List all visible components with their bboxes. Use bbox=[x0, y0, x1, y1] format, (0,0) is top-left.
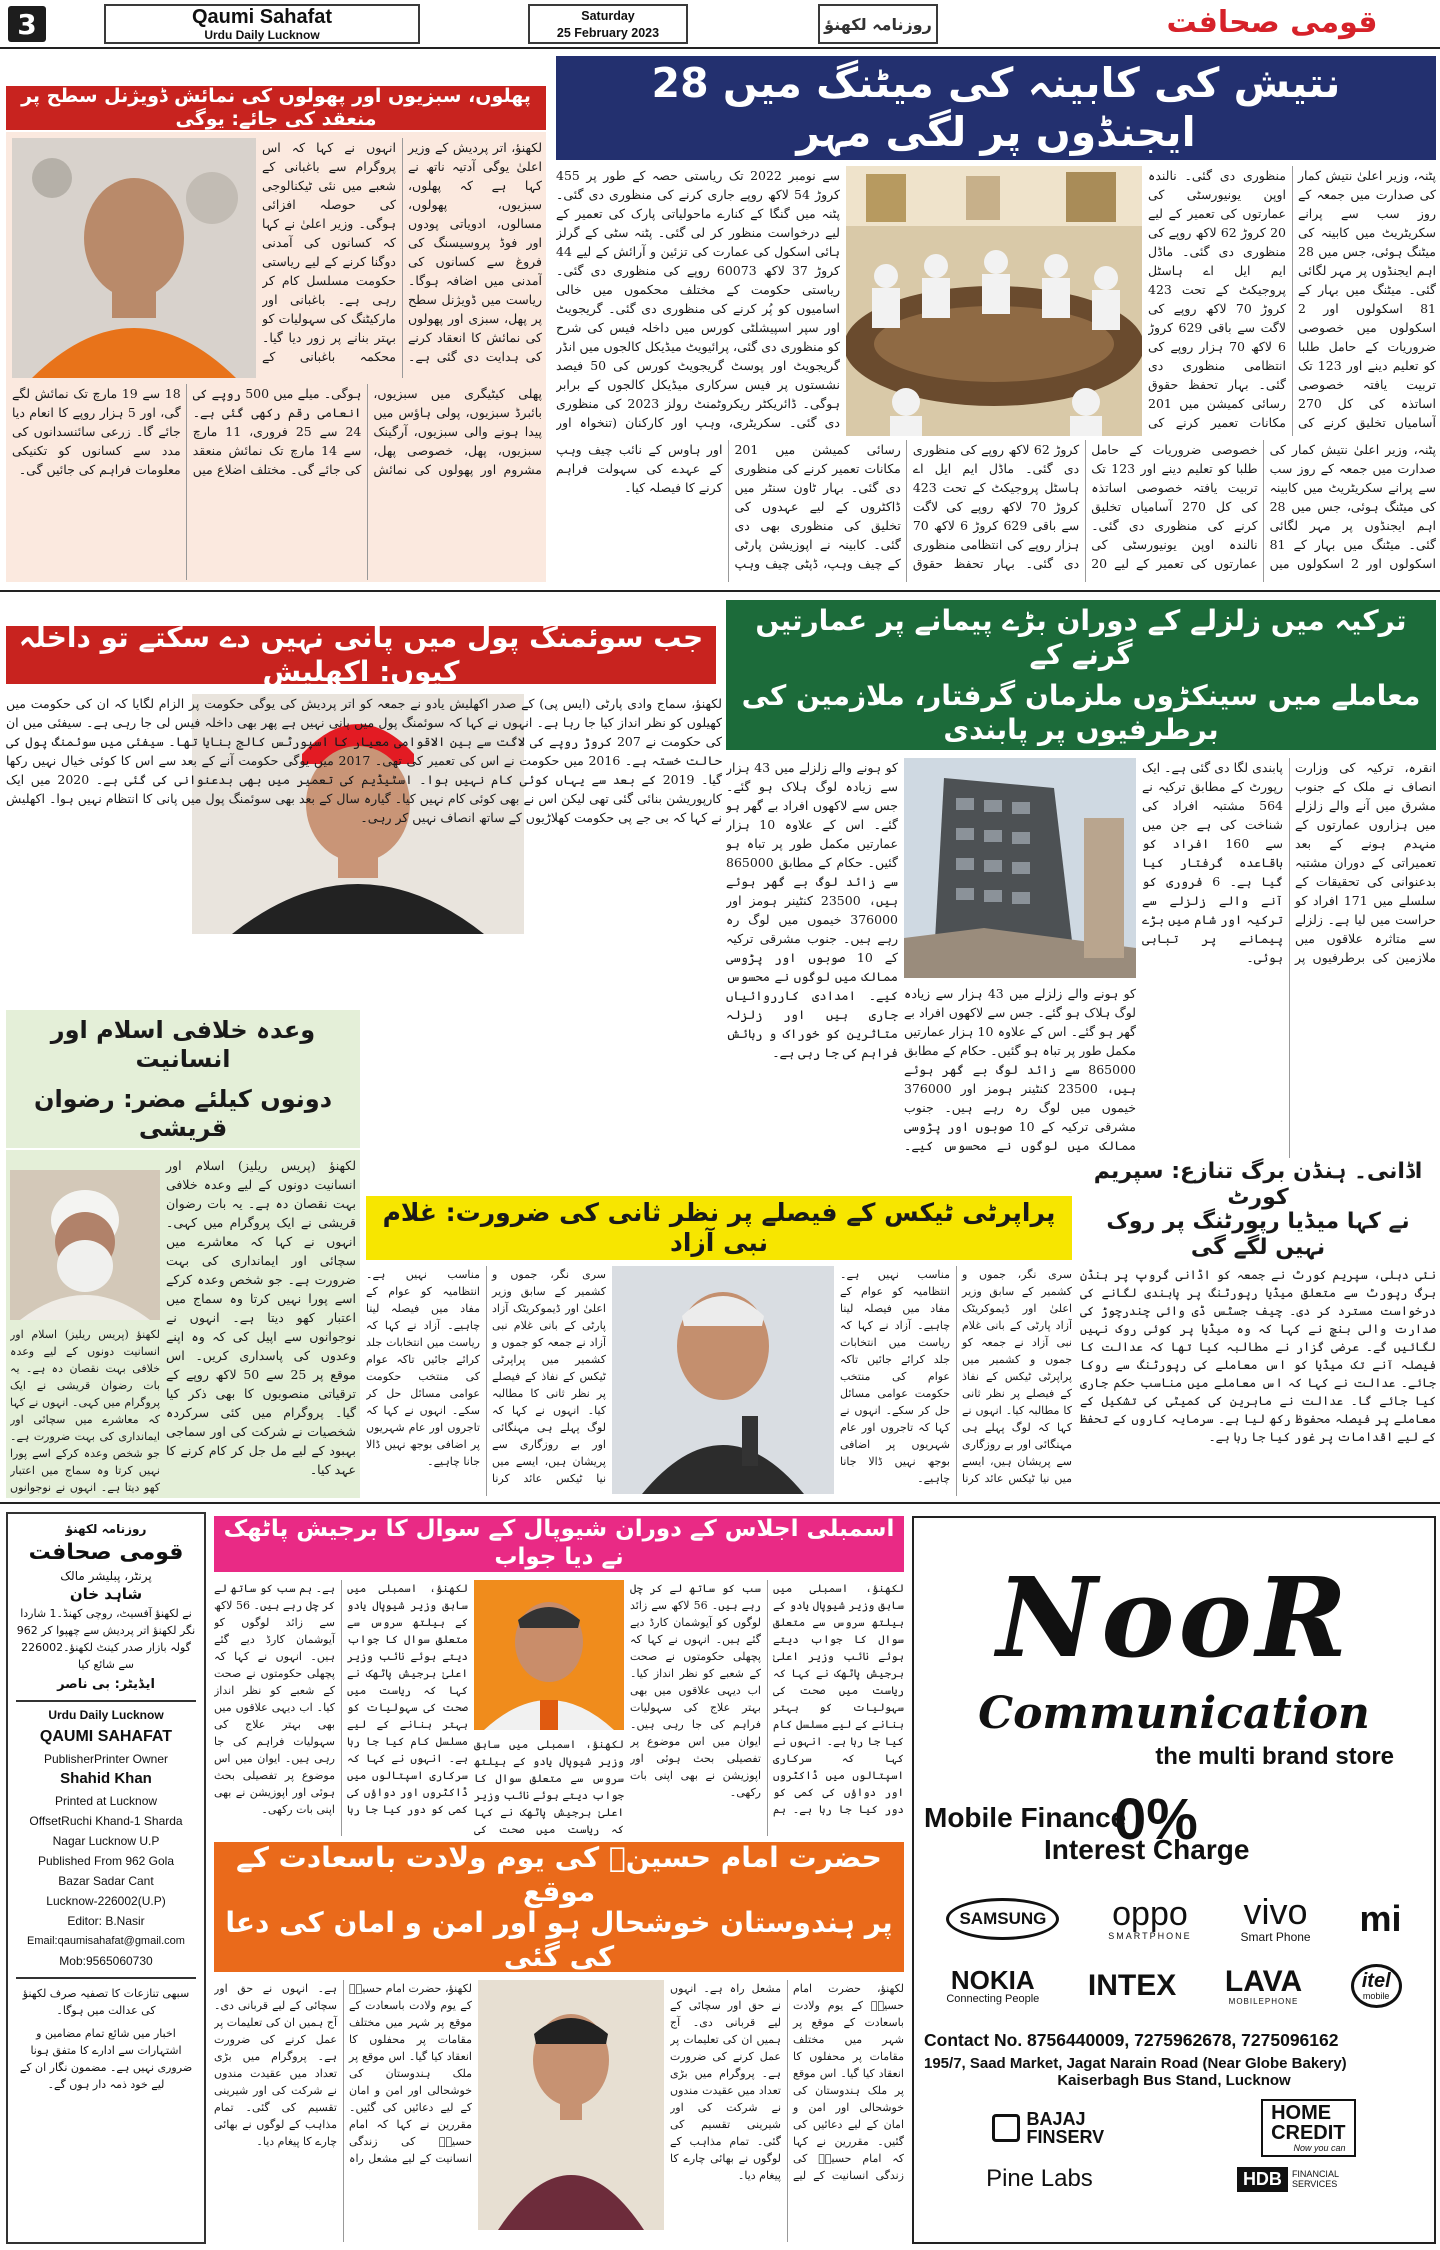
imprint-en-addr4: Published From 962 Gola bbox=[37, 1854, 175, 1868]
turkey-headline-line2: معاملے میں سینکڑوں ملزمان گرفتار، ملازمین کی برطرفیوں پر پابندی bbox=[741, 678, 1421, 746]
paper-name-box bbox=[104, 4, 420, 44]
imprint-ur-label: روزنامہ لکھنؤ bbox=[65, 1522, 147, 1536]
yogi-body-top: لکھنؤ، اتر پردیش کے وزیر اعلیٰ یوگی آدتیہ ناتھ نے کہا ہے کہ پھلوں، سبزیوں، پھولوں، مسالوں، ادویاتی پودوں اور فوڈ پروسیسنگ کی فروغ سے کسانوں کی آمدنی میں اضافہ ہوگا۔ ریاست میں ڈویژنل سطح پر پھل، سبزی اور پھولوں کی نمائش کا انعقاد کرنے کی ہدایت دی گئی ہے۔ انہوں نے کہا کہ اس پروگرام سے باغبانی کے شعبے میں نئی ٹیکنالوجی کی حوصلہ افزائی ہوگی۔ وزیر اعلیٰ نے کہا کہ کسانوں کی آمدنی دوگنا کرنے کے لیے ریاستی حکومت مسلسل کام کر رہی ہے۔ باغبانی اور مارکیٹنگ کی سہولیات کو بہتر بنانے پر زور دیا گیا۔ محکمہ باغبانی کے bbox=[262, 140, 542, 364]
brands-row-2 bbox=[914, 1964, 1434, 2008]
imprint-ur-editor: ایڈیٹر: بی ناصر bbox=[57, 1677, 155, 1692]
pathak-portrait-image bbox=[474, 1580, 624, 1730]
section-rule-2 bbox=[0, 1502, 1440, 1504]
paper-tag-en: Urdu Daily Lucknow bbox=[204, 28, 320, 42]
yogi-portrait-image bbox=[12, 138, 256, 378]
qureshi-headline-line2: دونوں کیلئے مضر: رضوان قریشی bbox=[33, 1084, 333, 1142]
adani-body: نئی دہلی، سپریم کورٹ نے جمعہ کو اڈانی گروپ پر ہنڈن برگ رپورٹ سے متعلق میڈیا رپورٹنگ پر پابندی لگانے کی درخواست مسترد کر دی۔ چیف جسٹس ڈی وائی چندرچوڑ کی صدارت والی بنچ نے کہا کہ وہ میڈیا پر کوئی روک نہیں لگائیں گے۔ عرضی گزار نے مطالبہ کیا تھا کہ عدالت کا فیصلہ آنے تک میڈیا کو اس معاملے کی رپورٹنگ سے روکا جائے۔ عدالت نے کہا کہ اس معاملے میں مناسب حکم جاری کیا جائے گا۔ عدالت نے ماہرین کی کمیٹی کی تشکیل کے معاملے پر فیصلہ محفوظ رکھ لیا ہے۔ سرمایہ کاروں کے تحفظ کے لیے اقدامات پر غور کیا جا رہا ہے۔ bbox=[1080, 1268, 1436, 1444]
qureshi-body-bottom: لکھنؤ (پریس ریلیز) اسلام اور انسانیت دونوں کے لیے وعدہ خلافی بہت نقصان دہ ہے۔ یہ بات رضوان قریشی نے ایک پروگرام میں کہی۔ انہوں نے کہا کہ معاشرے میں سچائی اور ایمانداری کی بہت ضرورت ہے۔ جو شخص وعدہ کرکے اسے پورا نہیں کرتا وہ سماج میں اعتبار کھو دیتا ہے۔ انہوں نے نوجوانوں bbox=[10, 1328, 160, 1494]
pathak-photo bbox=[474, 1580, 624, 1730]
yogi-body-bottom: پھلی کیٹیگری میں سبزیوں، بائبرڈ سبزیوں، پولی ہاؤس میں پیدا ہونے والی سبزیوں، آرگینک سبزیوں، پھل، خصوصی پھل، مشروم اور پھولوں کی نمائش ہوگی۔ میلے میں 500 روپے کی انعامی رقم رکھی گئی ہے۔ 24 سے 25 فروری، 11 مارچ سے 14 مارچ تک نمائش منعقد کی جائے گی۔ مختلف اضلاع میں 18 سے 19 مارچ تک نمائش لگے گی، اور 5 ہزار روپے کا انعام دیا جائے گا۔ زرعی سائنسدانوں کی مدد سے کسانوں کو تکنیکی معلومات فراہم کی جائیں گی۔ bbox=[12, 386, 542, 477]
bajaj-logo bbox=[992, 2110, 1104, 2146]
hussain-photo bbox=[478, 1980, 664, 2230]
finance-partners-row-2 bbox=[914, 2165, 1434, 2193]
brand-lava-sub: MOBILEPHONE bbox=[1228, 1996, 1299, 2006]
brand-oppo-box bbox=[1108, 1897, 1191, 1941]
hussain-headline bbox=[214, 1842, 904, 1972]
noor-brand-sub: Communication bbox=[978, 1688, 1370, 1739]
imprint-en-addr2: OffsetRuchi Khand-1 Sharda bbox=[29, 1814, 183, 1828]
hdb-sub: FINANCIAL SERVICES bbox=[1291, 2169, 1339, 2189]
hussain-headline-line2: پر ہندوستان خوشحال ہو اور امن و امان کی دعا کی گئی bbox=[225, 1905, 893, 1973]
brand-lava-box bbox=[1224, 1964, 1303, 2006]
home-credit-logo bbox=[1261, 2099, 1355, 2157]
paper-name-en: Qaumi Sahafat bbox=[191, 6, 333, 28]
brand-intex: INTEX bbox=[1087, 1969, 1177, 2002]
brand-samsung: SAMSUNG bbox=[946, 1898, 1059, 1940]
imprint-divider bbox=[16, 1700, 196, 1702]
brand-mi: mi bbox=[1359, 1898, 1402, 1939]
imprint-en-addr6: Lucknow-226002(U.P) bbox=[46, 1894, 166, 1908]
percent-label: 0% bbox=[1114, 1787, 1198, 1852]
brand-nokia: NOKIA bbox=[950, 1965, 1035, 1995]
bajaj-icon bbox=[992, 2114, 1020, 2142]
imprint-ur-name: قومی صحافت bbox=[28, 1540, 184, 1565]
nitish-body-right: پٹنہ، وزیر اعلیٰ نتیش کمار کی صدارت میں جمعہ کے روز سب سے پرانے سکریٹریٹ میں کابینہ کی میٹنگ ہوئی، جس میں 28 اہم ایجنڈوں پر مہر لگائی گئی۔ میٹنگ میں بہار کے 81 اسکولوں اور 2 اسکولوں میں خصوصی ضروریات کے حامل طلبا کو تعلیم دینے اور 123 تک تربیت یافتہ خصوصی اساتذہ کی کل 270 آسامیاں تخلیق کرنے کی منظوری دی گئی۔ نالندہ اوپن یونیورسٹی کی عمارتوں کی تعمیر کے لیے 20 کروڑ 62 لاکھ روپے کی منظوری دی گئی۔ ماڈل ایم ایل اے ہاسٹل پروجیکٹ کے تحت 423 کروڑ 70 لاکھ روپے کی لاگت سے باقی 629 کروڑ 6 لاکھ 70 ہزار روپے کی انتظامی منظوری دی گئی۔ بہار تحفظ حقوق رسائی کمیشن میں 201 مکانات تعمیر کرنے کی bbox=[1148, 168, 1436, 430]
brand-itel: itel bbox=[1361, 1970, 1391, 1992]
azad-body-left: سری نگر، جموں و کشمیر کے سابق وزیر اعلیٰ اور ڈیموکریٹک آزاد پارٹی کے بانی غلام نبی آزاد نے جمعہ کو جموں و کشمیر میں پراپرٹی ٹیکس کے نفاذ کے فیصلے پر نظر ثانی کا مطالبہ کیا۔ انہوں نے کہا کہ لوگ پہلے ہی مہنگائی اور بے روزگاری سے پریشان ہیں، ایسے میں نیا ٹیکس عائد کرنا مناسب نہیں ہے۔ انتظامیہ کو عوام کے مفاد میں فیصلہ لینا چاہیے۔ آزاد نے کہا کہ ریاست میں انتخابات جلد کرائے جائیں تاکہ عوام کی منتخب حکومت عوامی مسائل حل کر سکے۔ انہوں نے کہا کہ تاجروں اور عام شہریوں پر اضافی بوجھ نہیں ڈالا جانا چاہیے۔ bbox=[366, 1268, 606, 1485]
masthead-rule bbox=[0, 47, 1440, 49]
imprint-ur-court: سبھی تنازعات کا تصفیہ صرف لکھنؤ کی عدالت میں ہوگا۔ bbox=[22, 1987, 190, 2017]
akhilesh-headline: جب سوئمنگ پول میں پانی نہیں دے سکتے تو داخلہ کیوں: اکھلیش bbox=[6, 626, 716, 684]
section-rule-1 bbox=[0, 590, 1440, 592]
turkey-body-under-photo: کو ہونے والے زلزلے میں 43 ہزار سے زیادہ لوگ ہلاک ہو گئے۔ جس سے لاکھوں افراد بے گھر ہو گئے۔ اس کے علاوہ 10 ہزار عمارتیں مکمل طور پر تباہ ہو گئیں۔ حکام کے مطابق 865000 سے زائد لوگ بے گھر ہوئے ہیں، 23500 کنٹینر ہومز اور 376000 خیموں میں لوگ رہ رہے ہیں۔ جنوب مشرقی ترکیہ کے 10 صوبوں اور پڑوسی ممالک میں لوگوں نے محسوس کیے۔ bbox=[904, 986, 1136, 1153]
qureshi-body: لکھنؤ (پریس ریلیز) اسلام اور انسانیت دونوں کے لیے وعدہ خلافی بہت نقصان دہ ہے۔ یہ بات رضوان قریشی نے ایک پروگرام میں کہی۔ انہوں نے کہا کہ معاشرے میں سچائی اور ایمانداری کی بہت ضرورت ہے۔ جو شخص وعدہ کرکے اسے پورا نہیں کرتا وہ سماج میں اعتبار کھو دیتا ہے۔ انہوں نے نوجوانوں سے اپیل کی کہ وہ اپنے وعدوں کی پاسداری کریں۔ اس موقع پر 25 سے 50 لاکھ روپے کے ترقیاتی منصوبوں کا بھی ذکر کیا گیا۔ پروگرام میں کئی سرکردہ شخصیات نے شرکت کی اور سماجی بہبود کے لیے مل جل کر کام کرنے کا عہد کیا۔ bbox=[166, 1158, 356, 1477]
date-box bbox=[528, 4, 688, 44]
imprint-en-email: Email:qaumisahafat@gmail.com bbox=[27, 1935, 185, 1947]
imprint-en-mob: Mob:9565060730 bbox=[59, 1954, 153, 1968]
paper-name-ur: قومی صحافت bbox=[1166, 5, 1378, 40]
finance-label: Mobile Finance bbox=[924, 1802, 1127, 1833]
yogi-photo bbox=[12, 138, 256, 378]
pathak-body-right: لکھنؤ، اسمبلی میں سابق وزیر شیوپال یادو کے ہیلتھ سروس سے متعلق سوال کا جواب دیتے ہوئے نائب وزیر اعلیٰ برجیش پاٹھک نے کہا کہ ریاست میں صحت کی سہولیات کو بہتر بنانے کے لیے مسلسل کام کیا جا رہا ہے۔ انہوں نے کہا کہ سرکاری اسپتالوں میں ڈاکٹروں اور دواؤں کی کمی کو دور کیا جا رہا ہے۔ ہم سب کو ساتھ لے کر چل رہے ہیں۔ 56 لاکھ سے زائد لوگوں کو آیوشمان کارڈ دیے گئے ہیں۔ انہوں نے کہا کہ پچھلی حکومتوں نے صحت کے شعبے کو نظر انداز کیا۔ اب دیہی علاقوں میں بھی بہتر علاج کی سہولیات فراہم کی جا رہی ہیں۔ ایوان میں اس موضوع پر تفصیلی بحث ہوئی اور اپوزیشن نے بھی اپنی بات رکھی۔ bbox=[630, 1582, 904, 1816]
adani-headline bbox=[1080, 1160, 1436, 1260]
home-tag: Now you can bbox=[1293, 2143, 1346, 2153]
imprint-en-addr1: Printed at Lucknow bbox=[54, 1794, 158, 1808]
brand-vivo-sub: Smart Phone bbox=[1240, 1930, 1311, 1944]
collapsed-building-image bbox=[904, 758, 1136, 978]
pine-labs-logo: Pine Labs bbox=[986, 2165, 1093, 2192]
masthead bbox=[0, 0, 1440, 46]
hdb-label: HDB bbox=[1237, 2167, 1288, 2192]
hussain-headline-line1: حضرت امام حسینؑ کی یوم ولادت باسعادت کے موقع bbox=[236, 1840, 882, 1908]
qureshi-headline-line1: وعدہ خلافی اسلام اور انسانیت bbox=[50, 1015, 316, 1073]
nitish-body-left: سے نومبر 2022 تک ریاستی حصہ کے طور پر 455 کروڑ 54 لاکھ روپے جاری کرنے کی منظوری دی گئی۔ پٹنہ میں گنگا کے کنارے ماحولیاتی پارک کی تعمیر کے لیے درخواست منظور کر لی گئی۔ پٹنہ سٹی کے گرلز ہائی اسکول کی عمارت کی تزئین و آرائش کے لیے 44 کروڑ 37 لاکھ 60073 روپے کی منظوری دی گئی۔ ریاستی حکومت کے مختلف محکموں میں خالی اسامیوں کو پُر کرنے کی منظوری دی گئی۔ گریجویٹ اور سپر اسپیشلٹی کورس میں داخلہ فیس کی شرح کو منظوری دی گئی، پرائیویٹ میڈیکل کالجوں میں انڈر گریجویٹ اور پوسٹ گریجویٹ کورس کی 50 فیصد نشستوں پر فیس سرکاری میڈیکل کالجوں کے برابر ہوگی۔ ڈائریکٹر ریکروٹمنٹ رولز 2023 کی منظوری دی گئی۔ سکریٹری، وہپ اور کارکنان (تنخواہ اور bbox=[556, 168, 840, 430]
azad-body-right: سری نگر، جموں و کشمیر کے سابق وزیر اعلیٰ اور ڈیموکریٹک آزاد پارٹی کے بانی غلام نبی آزاد نے جمعہ کو جموں و کشمیر میں پراپرٹی ٹیکس کے نفاذ کے فیصلے پر نظر ثانی کا مطالبہ کیا۔ انہوں نے کہا کہ لوگ پہلے ہی مہنگائی اور بے روزگاری سے پریشان ہیں، ایسے میں نیا ٹیکس عائد کرنا مناسب نہیں ہے۔ انتظامیہ کو عوام کے مفاد میں فیصلہ لینا چاہیے۔ آزاد نے کہا کہ ریاست میں انتخابات جلد کرائے جائیں تاکہ عوام کی منتخب حکومت عوامی مسائل حل کر سکے۔ انہوں نے کہا کہ تاجروں اور عام شہریوں پر اضافی بوجھ نہیں ڈالا جانا چاہیے۔ bbox=[840, 1268, 1072, 1485]
date-label: 25 February 2023 bbox=[556, 26, 660, 40]
finance-row bbox=[924, 1787, 1434, 1866]
interest-label: Interest Charge bbox=[1044, 1834, 1250, 1865]
pathak-body-left: لکھنؤ، اسمبلی میں سابق وزیر شیوپال یادو کے ہیلتھ سروس سے متعلق سوال کا جواب دیتے ہوئے نائب وزیر اعلیٰ برجیش پاٹھک نے کہا کہ ریاست میں صحت کی سہولیات کو بہتر بنانے کے لیے مسلسل کام کیا جا رہا ہے۔ انہوں نے کہا کہ سرکاری اسپتالوں میں ڈاکٹروں اور دواؤں کی کمی کو دور کیا جا رہا ہے۔ ہم سب کو ساتھ لے کر چل رہے ہیں۔ 56 لاکھ سے زائد لوگوں کو آیوشمان کارڈ دیے گئے ہیں۔ انہوں نے کہا کہ پچھلی حکومتوں نے صحت کے شعبے کو نظر انداز کیا۔ اب دیہی علاقوں میں بھی بہتر علاج کی سہولیات فراہم کی جا رہی ہیں۔ ایوان میں اس موضوع پر تفصیلی بحث ہوئی اور اپوزیشن نے بھی اپنی بات رکھی۔ bbox=[214, 1582, 468, 1816]
hussain-portrait-image bbox=[478, 1980, 664, 2230]
nitish-headline: نتیش کی کابینہ کی میٹنگ میں 28 ایجنڈوں پر لگی مہر bbox=[556, 56, 1436, 160]
brand-lava: LAVA bbox=[1224, 1964, 1303, 1998]
imprint-en-addr3: Nagar Lucknow U.P bbox=[52, 1834, 160, 1848]
yogi-headline: پھلوں، سبزیوں اور پھولوں کی نمائش ڈویژنل سطح پر منعقد کی جائے: یوگی bbox=[6, 86, 546, 130]
finance-partners-row bbox=[914, 2099, 1434, 2157]
turkey-headline-line1: ترکیہ میں زلزلے کے دوران بڑے پیمانے پر عمارتیں گرنے کے bbox=[755, 603, 1407, 671]
home-line2: CREDIT bbox=[1271, 2122, 1346, 2144]
imprint-en-owner: Shahid Khan bbox=[60, 1770, 152, 1787]
brand-oppo-sub: SMARTPHONE bbox=[1108, 1931, 1192, 1941]
page-number: 3 bbox=[8, 6, 46, 42]
pathak-headline: اسمبلی اجلاس کے دوران شیوپال کے سوال کا برجیش پاٹھک نے دیا جواب bbox=[214, 1516, 904, 1572]
nitish-body-bottom: پٹنہ، وزیر اعلیٰ نتیش کمار کی صدارت میں جمعہ کے روز سب سے پرانے سکریٹریٹ میں کابینہ کی میٹنگ ہوئی، جس میں 28 اہم ایجنڈوں پر مہر لگائی گئی۔ میٹنگ میں بہار کے 81 اسکولوں اور 2 اسکولوں میں خصوصی ضروریات کے حامل طلبا کو تعلیم دینے اور 123 تک تربیت یافتہ خصوصی اساتذہ کی کل 270 آسامیاں تخلیق کرنے کی منظوری دی گئی۔ نالندہ اوپن یونیورسٹی کی عمارتوں کی تعمیر کے لیے 20 کروڑ 62 لاکھ روپے کی منظوری دی گئی۔ ماڈل ایم ایل اے ہاسٹل پروجیکٹ کے تحت 423 کروڑ 70 لاکھ روپے کی لاگت سے باقی 629 کروڑ 6 لاکھ 70 ہزار روپے کی انتظامی منظوری دی گئی۔ بہار تحفظ حقوق رسائی کمیشن میں 201 مکانات تعمیر کرنے کی منظوری دی گئی۔ بہار ٹاون سنٹر میں ڈاکٹروں کے لیے عہدوں کی تخلیق کی منظوری بھی دی گئی۔ کابینہ نے اپوزیشن پارٹی کے چیف وہپ، ڈپٹی چیف وہپ اور ہاوس کے نائب چیف وہپ کے عہدے کی سہولت فراہم کرنے کا فیصلہ کیا۔ bbox=[556, 442, 1436, 571]
akhilesh-body: لکھنؤ، سماج وادی پارٹی (ایس پی) کے صدر اکھلیش یادو نے جمعہ کو اتر پردیش کی یوگی حکومت پر الزام لگایا کہ ان کی حکومت میں کھیلوں کو نظر انداز کیا جا رہا ہے۔ انہوں نے کہا کہ سوئمنگ پول میں پانی نہیں ہے پھر بھی داخلہ فیس لی جا رہی ہے۔ سیفئی میں ان کی حکومت نے 207 کروڑ روپے کی لاگت سے بین الاقوامی معیار کا اسپورٹس کالج بنایا تھا۔ سیفئی میں سوئمنگ پول کی حالت خستہ ہے۔ 2016 میں حکومت نے اس کی تعمیر کی تھی۔ 2017 میں یوگی حکومت آنے کے بعد سے اس کا کوئی خیال نہیں رکھا گیا۔ 2019 کے بعد سے یہاں کوئی کام نہیں ہوا۔ اسٹیڈیم کی تعمیر میں بھی بدعنوانی کی گئی ہے۔ 2020 میں ایک کارپوریشن بنائی گئی تھی لیکن اس نے بھی کوئی کام نہیں کیا۔ گیارہ سال کے بعد بھی سوئمنگ پول میں پانی کا انتظام نہیں ہوا۔ اکھلیش نے کہا کہ بی جے پی حکومت کھلاڑیوں کے ساتھ انصاف نہیں کر رہی۔ bbox=[6, 696, 722, 825]
brand-itel-sub: mobile bbox=[1362, 1991, 1390, 2001]
imprint-ur-owner: شاہد خان bbox=[69, 1585, 143, 1603]
brand-vivo-box bbox=[1240, 1891, 1311, 1944]
brand-oppo: oppo bbox=[1112, 1895, 1188, 1933]
turkey-body-right: انقرہ، ترکیہ کی وزارت انصاف نے ملک کے جنوب مشرق میں آنے والے زلزلے میں ہزاروں عمارتوں کے منہدم ہونے کے بعد تعمیراتی کے دوران مشتبہ بدعنوانی کی تحقیقات کے سلسلے میں 171 افراد کو حراست میں لیا ہے۔ زلزلے سے متاثرہ علاقوں میں ملازمین کی برطرفیوں پر پابندی لگا دی گئی ہے۔ ایک رپورٹ کے مطابق ترکیہ نے 564 مشتبہ افراد کی شناخت کی ہے جن میں سے 160 افراد کو باقاعدہ گرفتار کیا گیا ہے۔ 6 فروری کو آنے والے زلزلے سے ترکیہ اور شام میں بڑے پیمانے پر تباہی ہوئی۔ bbox=[1142, 760, 1436, 965]
bajaj-line2: FINSERV bbox=[1026, 2127, 1105, 2147]
brands-row-1 bbox=[914, 1891, 1434, 1944]
daily-lucknow-ur: روزنامہ لکھنؤ bbox=[824, 14, 932, 34]
brand-itel-box bbox=[1351, 1964, 1402, 2008]
brand-vivo: vivo bbox=[1243, 1891, 1308, 1932]
noor-tagline: the multi brand store bbox=[1155, 1743, 1394, 1770]
turkey-body-left: کو ہونے والے زلزلے میں 43 ہزار سے زیادہ لوگ ہلاک ہو گئے۔ جس سے لاکھوں افراد بے گھر ہو گئے۔ اس کے علاوہ 10 ہزار عمارتیں مکمل طور پر تباہ ہو گئیں۔ حکام کے مطابق 865000 سے زائد لوگ بے گھر ہوئے ہیں، 23500 کنٹینر ہومز اور 376000 خیموں میں لوگ رہ رہے ہیں۔ جنوب مشرقی ترکیہ کے 10 صوبوں اور پڑوسی ممالک میں لوگوں نے محسوس کیے۔ امدادی کارروائیاں جاری ہیں اور زلزلہ متاثرین کو خوراک و رہائش فراہم کی جا رہی ہے۔ bbox=[726, 760, 898, 1060]
ad-address2: Kaiserbagh Bus Stand, Lucknow bbox=[1057, 2072, 1291, 2089]
imprint-ur-disclaimer: اخبار میں شائع تمام مضامین و اشتہارات سے ادارے کا متفق ہونا ضروری نہیں ہے۔ مضمون نگار ان کے لیے خود ذمہ دار ہوں گے۔ bbox=[19, 2027, 193, 2091]
pathak-body-under-photo: لکھنؤ، اسمبلی میں سابق وزیر شیوپال یادو کے ہیلتھ سروس سے متعلق سوال کا جواب دیتے ہوئے نائب وزیر اعلیٰ برجیش پاٹھک نے کہا کہ ریاست میں صحت کی bbox=[474, 1738, 624, 1836]
noor-ad bbox=[912, 1516, 1436, 2244]
azad-headline: پراپرٹی ٹیکس کے فیصلے پر نظر ثانی کی ضرورت: غلام نبی آزاد bbox=[366, 1196, 1072, 1260]
turkey-photo bbox=[904, 758, 1136, 978]
adani-headline-line1: اڈانی۔ ہنڈن برگ تنازع: سپریم کورٹ bbox=[1093, 1158, 1423, 1210]
imprint-en-editor: Editor: B.Nasir bbox=[67, 1914, 145, 1928]
ad-contact: Contact No. 8756440009, 7275962678, 7275096162 bbox=[924, 2030, 1339, 2050]
imprint-ur-owner-role: پرنٹر، پبلیشر مالک bbox=[60, 1569, 152, 1583]
noor-brand: NooR bbox=[996, 1553, 1352, 1682]
imprint-divider-2 bbox=[16, 1977, 196, 1979]
daily-lucknow-box bbox=[818, 4, 938, 44]
imprint-en-role: PublisherPrinter Owner bbox=[43, 1752, 169, 1766]
bajaj-line1: BAJAJ bbox=[1026, 2109, 1086, 2129]
brand-nokia-box bbox=[946, 1967, 1039, 2005]
brand-nokia-sub: Connecting People bbox=[946, 1993, 1040, 2005]
imprint-ur-address: نے لکھنؤ آفسیٹ، روچی کھنڈ۔1 شاردا نگر لکھنؤ اتر پردیش سے چھپوا کر 962 گولہ بازار صدر کینٹ لکھنؤ۔226002 سے شائع کیا bbox=[16, 1607, 196, 1671]
nitish-cabinet-photo bbox=[846, 166, 1142, 436]
turkey-headline bbox=[726, 600, 1436, 750]
hdb-logo bbox=[1237, 2167, 1362, 2192]
imprint-en-tag: Urdu Daily Lucknow bbox=[48, 1708, 164, 1722]
hussain-body-left: لکھنؤ، حضرت امام حسینؑ کے یوم ولادت باسعادت کے موقع پر شہر میں مختلف مقامات پر محفلوں کا انعقاد کیا گیا۔ اس موقع پر ملک ہندوستان کی خوشحالی اور امن و امان کے لیے دعائیں کی گئیں۔ مقررین نے کہا کہ امام حسینؑ کی زندگی انسانیت کے لیے مشعل راہ ہے۔ انہوں نے حق اور سچائی کے لیے قربانی دی۔ آج ہمیں ان کی تعلیمات پر عمل کرنے کی ضرورت ہے۔ پروگرام میں بڑی تعداد میں عقیدت مندوں نے شرکت کی اور شیرینی تقسیم کی گئی۔ تمام مذاہب کے لوگوں نے بھائی چارے کا پیغام دیا۔ bbox=[214, 1982, 472, 2165]
qureshi-headline bbox=[6, 1010, 360, 1148]
azad-portrait-image bbox=[612, 1266, 834, 1494]
imprint-box bbox=[6, 1512, 206, 2244]
hussain-body-right: لکھنؤ، حضرت امام حسینؑ کے یوم ولادت باسعادت کے موقع پر شہر میں مختلف مقامات پر محفلوں کا انعقاد کیا گیا۔ اس موقع پر ملک ہندوستان کی خوشحالی اور امن و امان کے لیے دعائیں کی گئیں۔ مقررین نے کہا کہ امام حسینؑ کی زندگی انسانیت کے لیے مشعل راہ ہے۔ انہوں نے حق اور سچائی کے لیے قربانی دی۔ آج ہمیں ان کی تعلیمات پر عمل کرنے کی ضرورت ہے۔ پروگرام میں بڑی تعداد میں عقیدت مندوں نے شرکت کی اور شیرینی تقسیم کی گئی۔ تمام مذاہب کے لوگوں نے بھائی چارے کا پیغام دیا۔ bbox=[670, 1982, 904, 2182]
day-label: Saturday bbox=[581, 9, 635, 23]
ad-address1: 195/7, Saad Market, Jagat Narain Road (Near Globe Bakery) bbox=[924, 2055, 1347, 2072]
cabinet-meeting-image bbox=[846, 166, 1142, 436]
imprint-en-name: QAUMI SAHAFAT bbox=[39, 1728, 173, 1745]
imprint-en-addr5: Bazar Sadar Cant bbox=[58, 1874, 154, 1888]
adani-headline-line2: نے کہا میڈیا رپورٹنگ پر روک نہیں لگے گی bbox=[1106, 1208, 1410, 1260]
home-line1: HOME bbox=[1271, 2102, 1332, 2124]
azad-photo bbox=[612, 1266, 834, 1494]
